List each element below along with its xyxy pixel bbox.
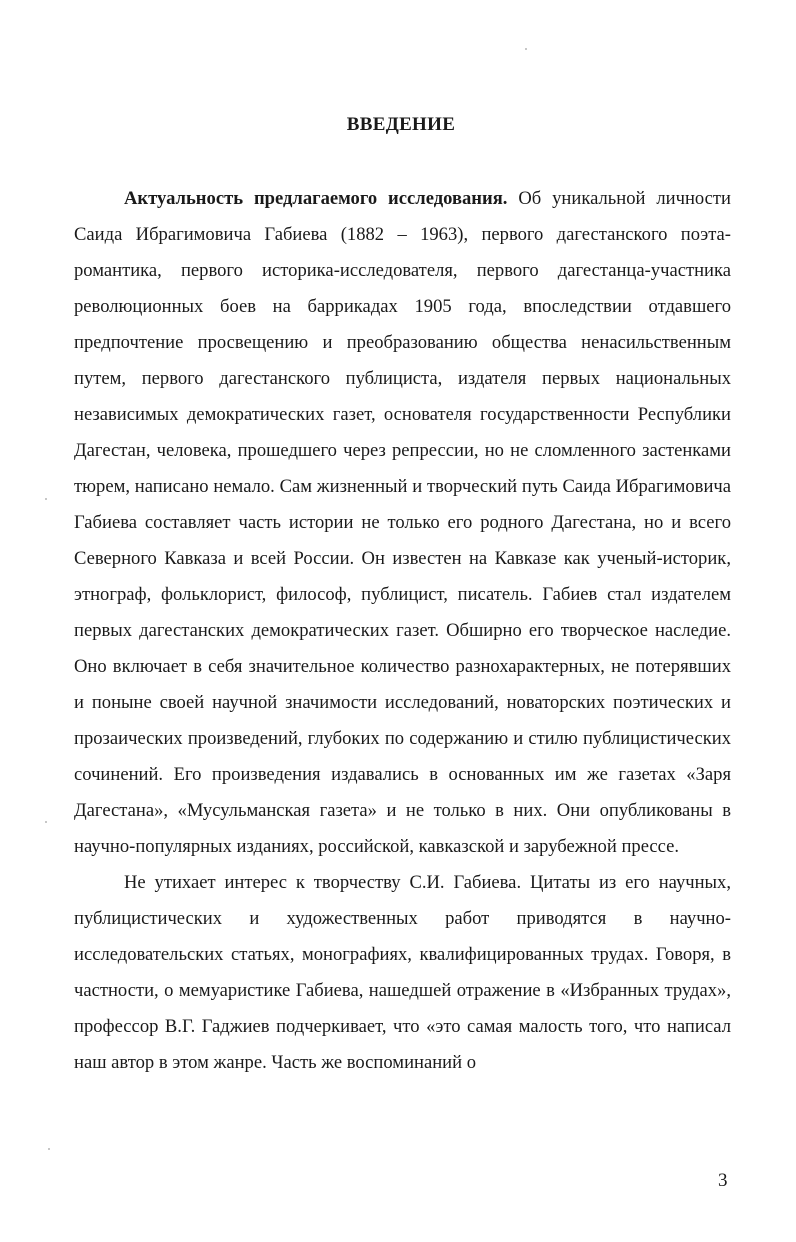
paragraph-text: Об уникальной личности Саида Ибрагимовича Габиева (1882 – 1963), первого дагестанского поэта-романтика, первого историка-исследователя, первого дагестанца-участника революционных боев на баррикадах 1905 года, впоследствии отдавшего предпочтение просвещению и преобразованию общества ненасильственным путем, первого дагестанского публициста, издателя первых национальных независимых демократических газет, основателя государственности Республики Дагестан, человека, прошедшего через репрессии, но не сломленного застенками тюрем, написано немало. Сам жизненный и творческий путь Саида Ибрагимовича Габиева составляет часть истории не только его родного Дагестана, но и всего Северного Кавказа и всей России. Он известен на Кавказе как ученый-историк, этнограф, фольклорист, философ, публицист, писатель. Габиев стал издателем первых дагестанских демократических газет. Обширно его творческое наследие. Оно включает в себя значительное количество разнохарактерных, не потерявших и поныне своей научной значимости исследований, новаторских поэтических и прозаических произведений, глубоких по содержанию и стилю публицистических сочинений. Его произведения издавались в основанных им же газетах «Заря Дагестана», «Мусульманская газета» и не только в них. Они опубликованы в научно-популярных изданиях, российской, кавказской и зарубежной прессе. bbox=[74, 188, 731, 857]
paragraph-lead: Актуальность предлагаемого исследования. bbox=[124, 188, 508, 209]
paragraph-text: Не утихает интерес к творчеству С.И. Габиева. Цитаты из его научных, публицистических и художественных работ приводятся в научно-исследовательских статьях, монографиях, квалифицированных трудах. Говоря, в частности, о мемуаристике Габиева, нашедшей отражение в «Избранных трудах», профессор В.Г. Гаджиев подчеркивает, что «это самая малость того, что написал наш автор в этом жанре. Часть же воспоминаний о bbox=[74, 872, 731, 1073]
paragraph bbox=[74, 181, 731, 865]
scan-speck bbox=[45, 498, 47, 500]
paragraph bbox=[74, 865, 731, 1081]
body-text bbox=[74, 181, 731, 1081]
page-heading: ВВЕДЕНИЕ bbox=[346, 114, 456, 135]
page-number: 3 bbox=[718, 1170, 728, 1191]
scan-speck bbox=[45, 821, 47, 823]
scan-speck bbox=[525, 48, 527, 50]
scan-speck bbox=[48, 1148, 50, 1150]
